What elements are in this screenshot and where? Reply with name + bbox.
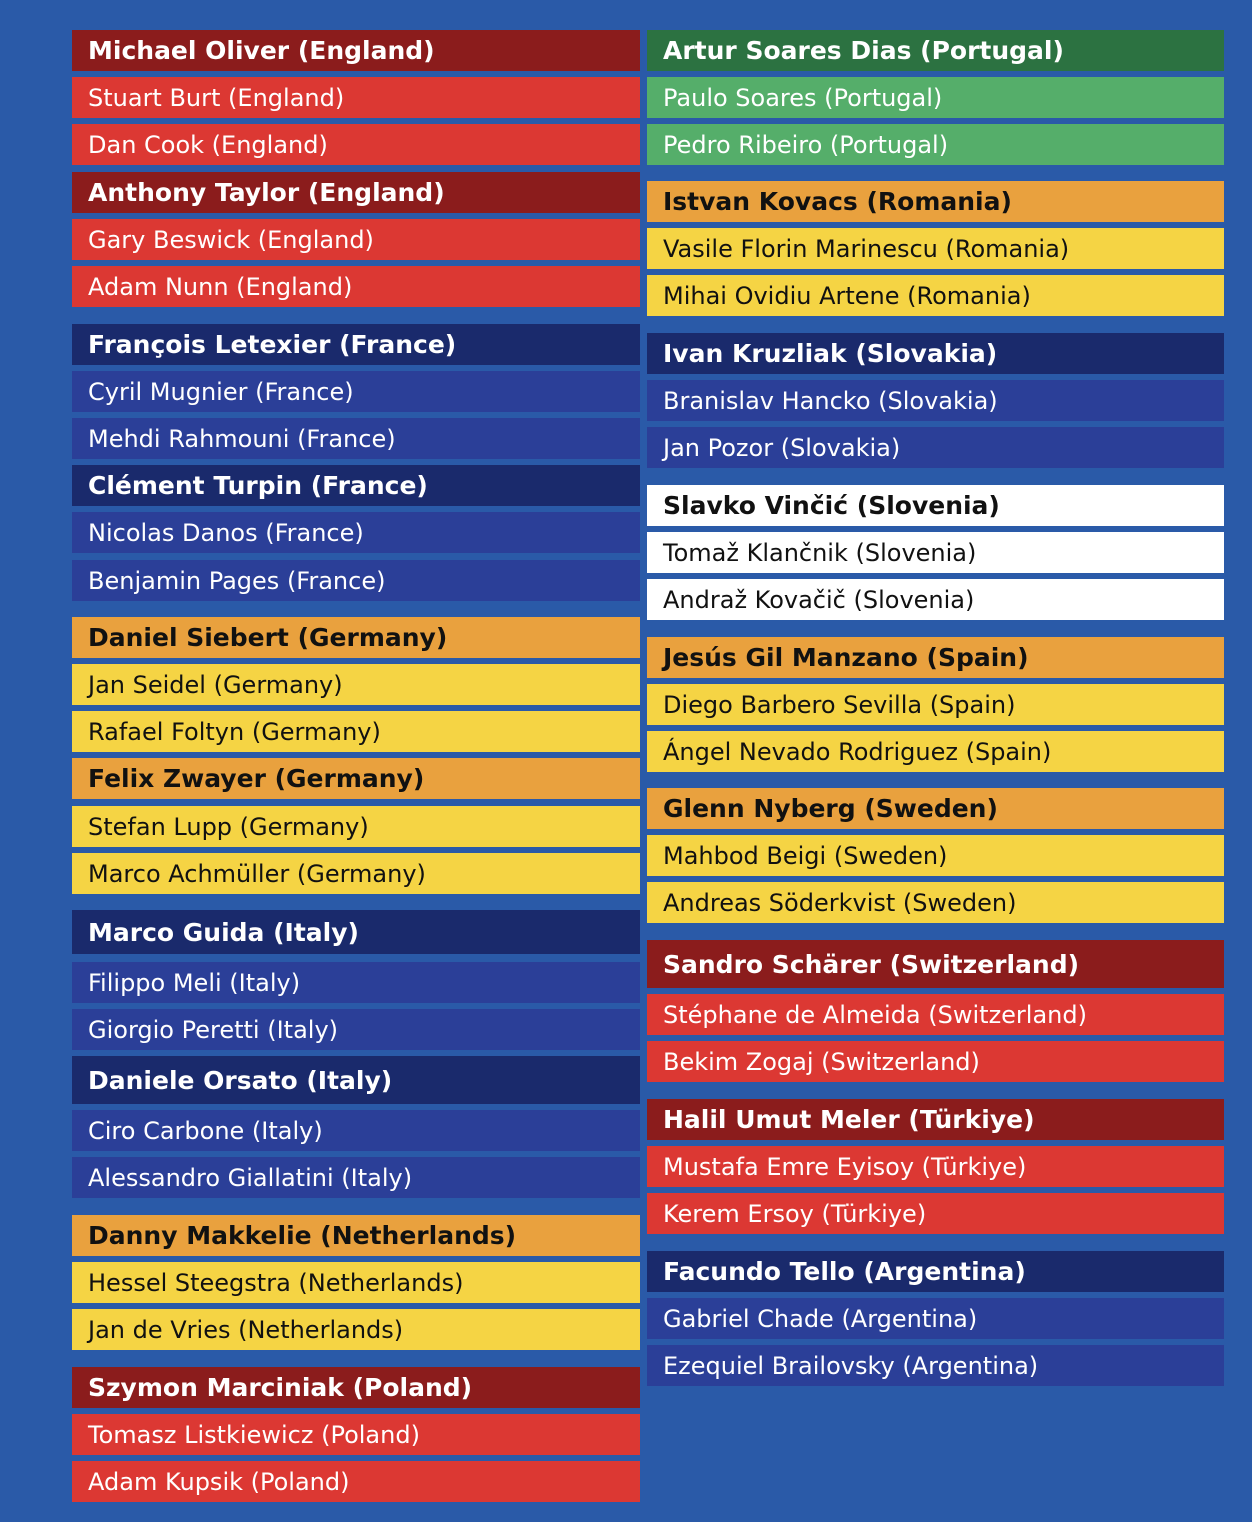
referee-row: Marco Guida (Italy) (72, 910, 640, 954)
referee-row: Sandro Schärer (Switzerland) (647, 940, 1224, 988)
referee-row: Slavko Vinčić (Slovenia) (647, 485, 1224, 526)
assistant-row: Jan de Vries (Netherlands) (72, 1309, 640, 1350)
referee-row: Istvan Kovacs (Romania) (647, 181, 1224, 222)
assistant-row: Mustafa Emre Eyisoy (Türkiye) (647, 1146, 1224, 1187)
referee-row: François Letexier (France) (72, 324, 640, 365)
referee-row: Clément Turpin (France) (72, 465, 640, 506)
assistant-row: Stéphane de Almeida (Switzerland) (647, 994, 1224, 1035)
assistant-row: Rafael Foltyn (Germany) (72, 711, 640, 752)
referee-row: Daniele Orsato (Italy) (72, 1056, 640, 1104)
assistant-row: Bekim Zogaj (Switzerland) (647, 1041, 1224, 1082)
assistant-row: Stefan Lupp (Germany) (72, 806, 640, 847)
assistant-row: Marco Achmüller (Germany) (72, 853, 640, 894)
assistant-row: Dan Cook (England) (72, 124, 640, 165)
assistant-row: Pedro Ribeiro (Portugal) (647, 124, 1224, 165)
assistant-row: Diego Barbero Sevilla (Spain) (647, 684, 1224, 725)
assistant-row: Stuart Burt (England) (72, 77, 640, 118)
assistant-row: Andreas Söderkvist (Sweden) (647, 882, 1224, 923)
referee-row: Jesús Gil Manzano (Spain) (647, 637, 1224, 678)
assistant-row: Andraž Kovačič (Slovenia) (647, 579, 1224, 620)
assistant-row: Filippo Meli (Italy) (72, 962, 640, 1003)
assistant-row: Benjamin Pages (France) (72, 560, 640, 601)
assistant-row: Tomaž Klančnik (Slovenia) (647, 532, 1224, 573)
assistant-row: Mahbod Beigi (Sweden) (647, 835, 1224, 876)
assistant-row: Cyril Mugnier (France) (72, 371, 640, 412)
assistant-row: Gabriel Chade (Argentina) (647, 1298, 1224, 1339)
referee-row: Szymon Marciniak (Poland) (72, 1367, 640, 1408)
assistant-row: Hessel Steegstra (Netherlands) (72, 1262, 640, 1303)
assistant-row: Ciro Carbone (Italy) (72, 1110, 640, 1151)
assistant-row: Gary Beswick (England) (72, 219, 640, 260)
referee-row: Anthony Taylor (England) (72, 172, 640, 213)
assistant-row: Ángel Nevado Rodriguez (Spain) (647, 731, 1224, 772)
assistant-row: Jan Pozor (Slovakia) (647, 427, 1224, 468)
referee-row: Halil Umut Meler (Türkiye) (647, 1099, 1224, 1140)
assistant-row: Tomasz Listkiewicz (Poland) (72, 1414, 640, 1455)
assistant-row: Alessandro Giallatini (Italy) (72, 1157, 640, 1198)
assistant-row: Jan Seidel (Germany) (72, 664, 640, 705)
assistant-row: Mehdi Rahmouni (France) (72, 418, 640, 459)
referee-row: Felix Zwayer (Germany) (72, 758, 640, 799)
assistant-row: Giorgio Peretti (Italy) (72, 1009, 640, 1050)
assistant-row: Ezequiel Brailovsky (Argentina) (647, 1345, 1224, 1386)
assistant-row: Mihai Ovidiu Artene (Romania) (647, 275, 1224, 316)
assistant-row: Paulo Soares (Portugal) (647, 77, 1224, 118)
assistant-row: Nicolas Danos (France) (72, 512, 640, 553)
referee-row: Artur Soares Dias (Portugal) (647, 30, 1224, 71)
referee-row: Ivan Kruzliak (Slovakia) (647, 333, 1224, 374)
referee-row: Glenn Nyberg (Sweden) (647, 788, 1224, 829)
referee-row: Michael Oliver (England) (72, 30, 640, 71)
assistant-row: Branislav Hancko (Slovakia) (647, 380, 1224, 421)
referee-row: Danny Makkelie (Netherlands) (72, 1215, 640, 1256)
referee-row: Facundo Tello (Argentina) (647, 1251, 1224, 1292)
referee-row: Daniel Siebert (Germany) (72, 617, 640, 658)
assistant-row: Vasile Florin Marinescu (Romania) (647, 228, 1224, 269)
assistant-row: Adam Kupsik (Poland) (72, 1461, 640, 1502)
assistant-row: Adam Nunn (England) (72, 266, 640, 307)
assistant-row: Kerem Ersoy (Türkiye) (647, 1193, 1224, 1234)
